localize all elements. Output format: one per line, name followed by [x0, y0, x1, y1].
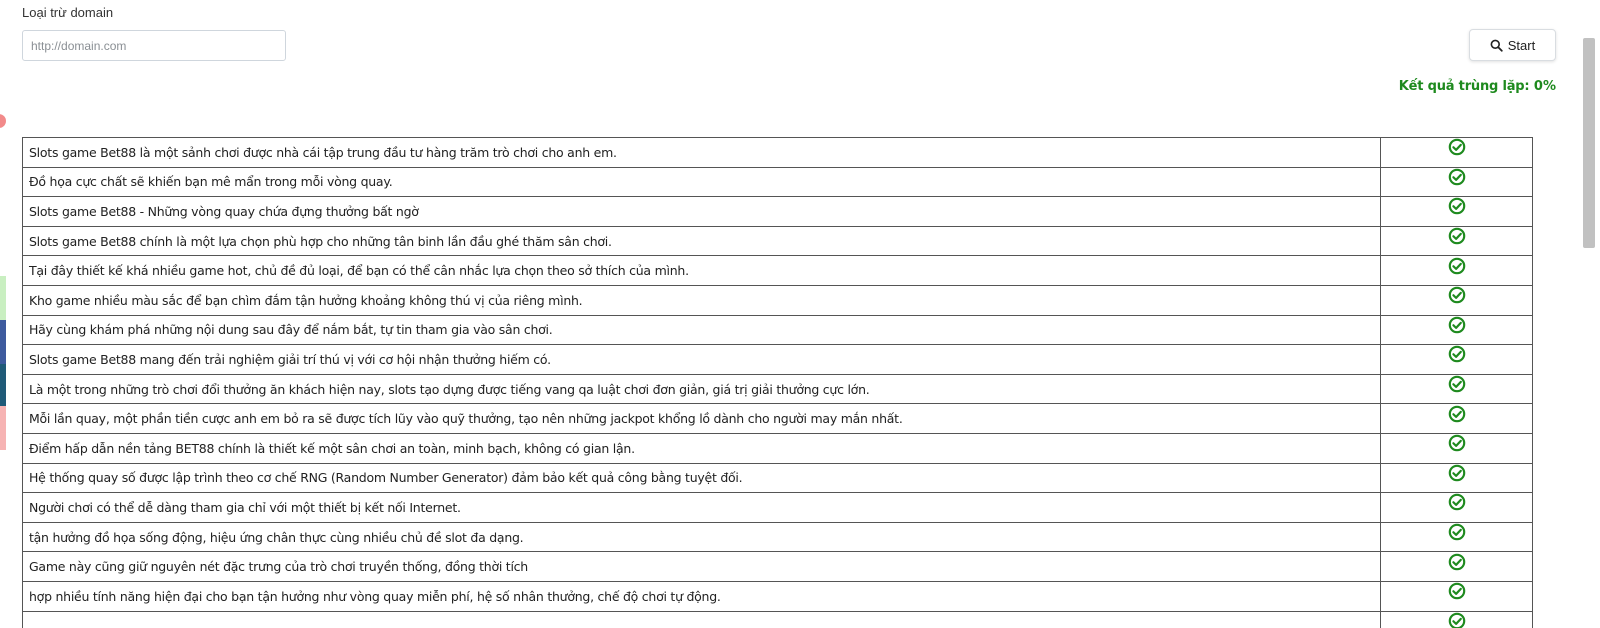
side-share-strip-pink[interactable]	[0, 406, 6, 450]
check-circle-icon	[1448, 553, 1466, 571]
scrollbar-thumb[interactable]	[1583, 38, 1595, 248]
status-cell	[1381, 315, 1533, 345]
table-row	[23, 226, 1533, 256]
table-row	[23, 552, 1533, 582]
check-circle-icon	[1448, 434, 1466, 452]
sentence-cell	[23, 611, 1381, 628]
table-row	[23, 374, 1533, 404]
check-circle-icon	[1448, 197, 1466, 215]
status-cell	[1381, 522, 1533, 552]
side-widget-dot[interactable]	[0, 114, 6, 128]
table-row	[23, 345, 1533, 375]
table-row	[23, 197, 1533, 227]
table-row	[23, 611, 1533, 628]
exclude-domain-input[interactable]	[22, 30, 286, 61]
sentence-cell: Kho game nhiều màu sắc để bạn chìm đắm tận hưởng khoảng không thú vị của riêng mình.	[23, 285, 1381, 315]
status-cell	[1381, 404, 1533, 434]
check-circle-icon	[1448, 464, 1466, 482]
check-circle-icon	[1448, 227, 1466, 245]
table-row	[23, 404, 1533, 434]
side-share-strip-blue[interactable]	[0, 320, 6, 364]
duplicate-result-label: Kết quả trùng lặp:	[1398, 79, 1530, 94]
sentence-cell: Slots game Bet88 mang đến trải nghiệm giải trí thú vị với cơ hội nhận thưởng hiếm có.	[23, 345, 1381, 375]
table-row	[23, 256, 1533, 286]
status-cell	[1381, 285, 1533, 315]
check-circle-icon	[1448, 138, 1466, 156]
check-circle-icon	[1448, 612, 1466, 628]
check-circle-icon	[1448, 582, 1466, 600]
status-cell	[1381, 138, 1533, 168]
start-button[interactable]	[1469, 29, 1556, 61]
check-circle-icon	[1448, 405, 1466, 423]
sentence-cell: Là một trong những trò chơi đổi thưởng ăn khách hiện nay, slots tạo dựng được tiếng vang qa luật chơi đơn giản, giá trị giải thưởng cực lớn.	[23, 374, 1381, 404]
check-circle-icon	[1448, 257, 1466, 275]
check-circle-icon	[1448, 286, 1466, 304]
sentence-cell: Mỗi lần quay, một phần tiền cược anh em bỏ ra sẽ được tích lũy vào quỹ thưởng, tạo nên những jackpot khổng lồ dành cho người may mắn nhất.	[23, 404, 1381, 434]
status-cell	[1381, 552, 1533, 582]
check-circle-icon	[1448, 345, 1466, 363]
sentence-cell: Hệ thống quay số được lập trình theo cơ chế RNG (Random Number Generator) đảm bảo kết quả công bằng tuyệt đối.	[23, 463, 1381, 493]
start-button-label: Start	[1507, 37, 1536, 53]
table-row	[23, 138, 1533, 168]
results-table-body	[23, 138, 1533, 628]
sentence-cell: Slots game Bet88 - Những vòng quay chứa đựng thưởng bất ngờ	[23, 197, 1381, 227]
check-circle-icon	[1448, 493, 1466, 511]
table-row	[23, 167, 1533, 197]
table-row	[23, 315, 1533, 345]
check-circle-icon	[1448, 316, 1466, 334]
status-cell	[1381, 226, 1533, 256]
status-cell	[1381, 493, 1533, 523]
sentence-cell: Điểm hấp dẫn nền tảng BET88 chính là thiết kế một sân chơi an toàn, minh bạch, không có gian lận.	[23, 433, 1381, 463]
exclude-domain-label: Loại trừ domain	[22, 5, 114, 20]
status-cell	[1381, 256, 1533, 286]
side-share-strip-teal[interactable]	[0, 364, 6, 406]
duplicate-result	[1399, 79, 1556, 94]
status-cell	[1381, 581, 1533, 611]
side-share-strip-green[interactable]	[0, 276, 6, 320]
results-table	[22, 137, 1533, 628]
table-row	[23, 285, 1533, 315]
status-cell	[1381, 167, 1533, 197]
table-row	[23, 522, 1533, 552]
sentence-cell: Tại đây thiết kế khá nhiều game hot, chủ đề đủ loại, để bạn có thể cân nhắc lựa chọn theo sở thích của mình.	[23, 256, 1381, 286]
check-circle-icon	[1448, 375, 1466, 393]
table-row	[23, 493, 1533, 523]
sentence-cell: tận hưởng đồ họa sống động, hiệu ứng chân thực cùng nhiều chủ đề slot đa dạng.	[23, 522, 1381, 552]
table-row	[23, 581, 1533, 611]
sentence-cell: Slots game Bet88 là một sảnh chơi được nhà cái tập trung đầu tư hàng trăm trò chơi cho anh em.	[23, 138, 1381, 168]
sentence-cell: Đồ họa cực chất sẽ khiến bạn mê mẩn trong mỗi vòng quay.	[23, 167, 1381, 197]
sentence-cell: Hãy cùng khám phá những nội dung sau đây để nắm bắt, tự tin tham gia vào sân chơi.	[23, 315, 1381, 345]
duplicate-result-value: 0%	[1533, 79, 1556, 94]
sentence-cell: Slots game Bet88 chính là một lựa chọn phù hợp cho những tân binh lần đầu ghé thăm sân chơi.	[23, 226, 1381, 256]
sentence-cell: hợp nhiều tính năng hiện đại cho bạn tận hưởng như vòng quay miễn phí, hệ số nhân thưởng, chế độ chơi tự động.	[23, 581, 1381, 611]
sentence-cell: Người chơi có thể dễ dàng tham gia chỉ với một thiết bị kết nối Internet.	[23, 493, 1381, 523]
page-scrollbar[interactable]	[1578, 0, 1600, 628]
status-cell	[1381, 197, 1533, 227]
check-circle-icon	[1448, 168, 1466, 186]
check-circle-icon	[1448, 523, 1466, 541]
sentence-cell: Game này cũng giữ nguyên nét đặc trưng của trò chơi truyền thống, đồng thời tích	[23, 552, 1381, 582]
table-row	[23, 433, 1533, 463]
status-cell	[1381, 463, 1533, 493]
status-cell	[1381, 374, 1533, 404]
search-icon	[1490, 39, 1503, 52]
status-cell	[1381, 611, 1533, 628]
table-row	[23, 463, 1533, 493]
status-cell	[1381, 433, 1533, 463]
status-cell	[1381, 345, 1533, 375]
